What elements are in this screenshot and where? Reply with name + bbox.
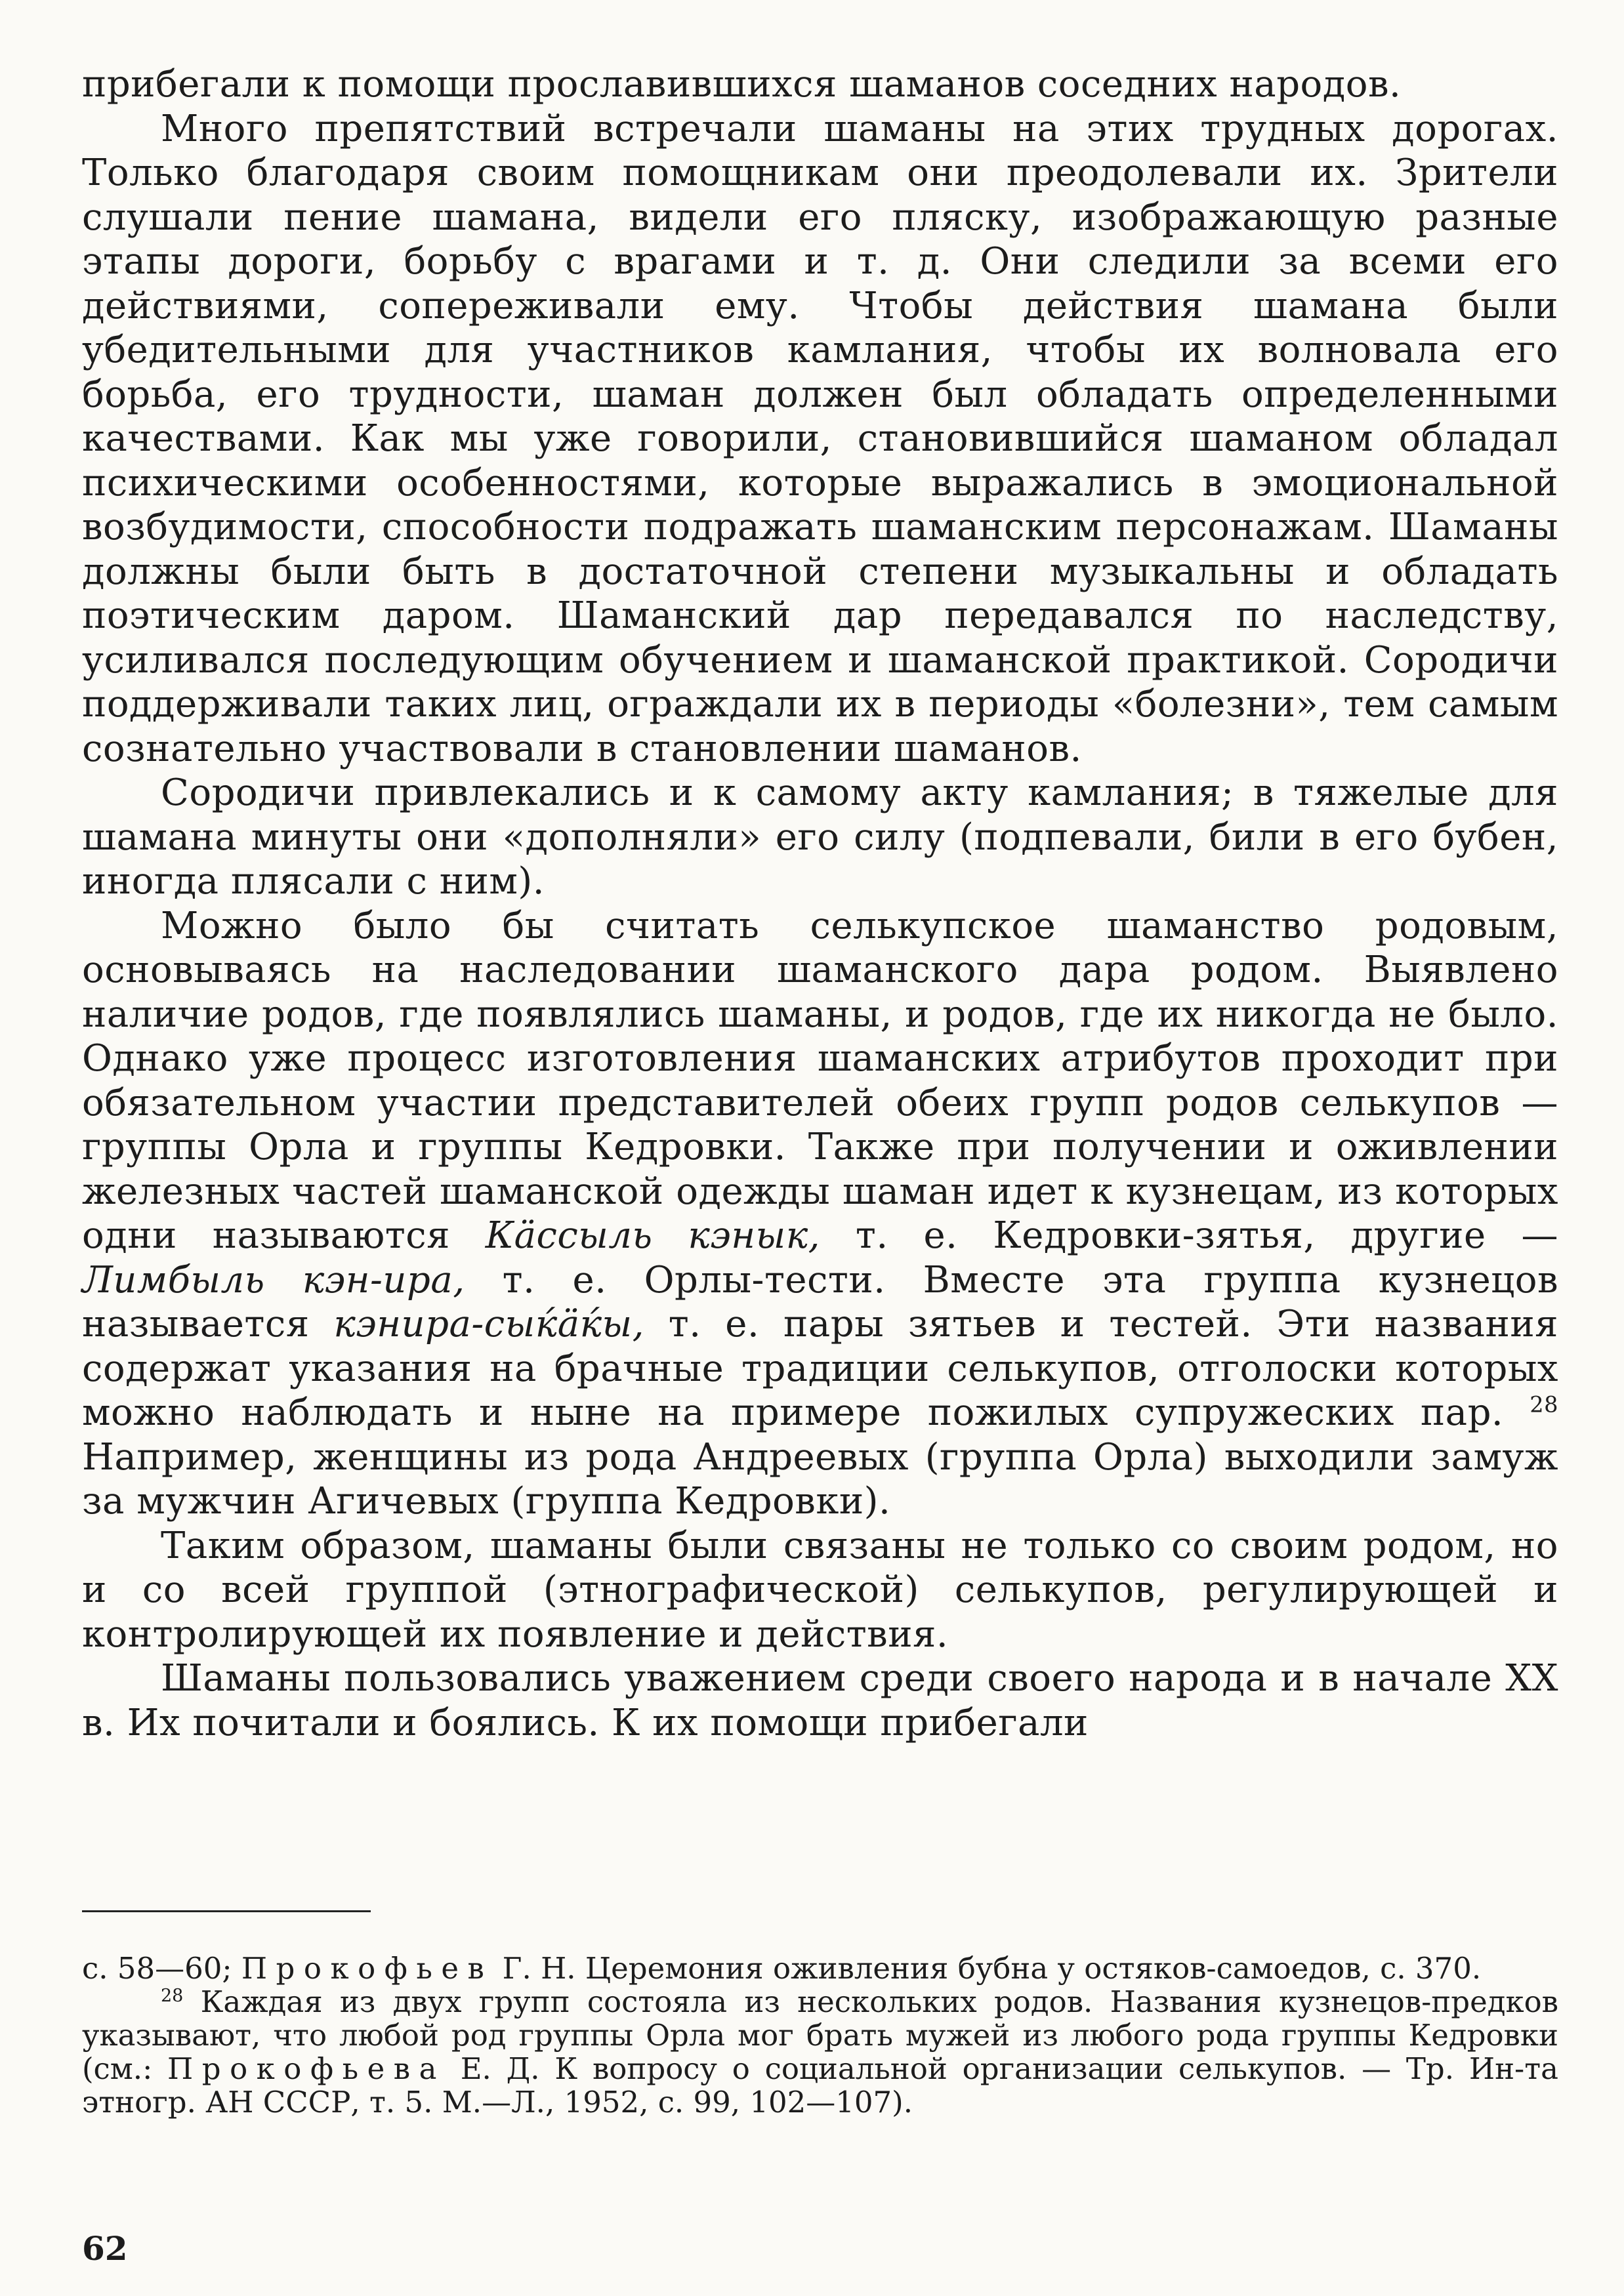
term-limbyl: Лимбыль кэн-ира,: [82, 1258, 465, 1302]
page-number: 62: [82, 2229, 128, 2268]
text-run: Можно было бы считать селькупское шаманство родовым, основываясь на наследовании шаманского дара родом. Выявлено наличие родов, где появлялись шаманы, и родов, где их никогда не было. Однако уже процесс изготовления шаманских атрибутов проходит при обязательном участии представителей обеих групп родов селькупов — группы Орла и группы Кедровки. Также при получении и оживлении железных частей шаманской одежды шаман идет к кузнецам, из которых одни называются: [82, 904, 1558, 1257]
footnotes: [82, 1952, 1558, 2119]
paragraph: Много препятствий встречали шаманы на этих трудных дорогах. Только благодаря своим помощникам они преодолевали их. Зрители слушали пение шамана, видели его пляску, изображающую разные этапы дороги, борьбу с врагами и т. д. Они следили за всеми его действиями, сопереживали ему. Чтобы действия шамана были убедительными для участников камлания, чтобы их волновала его борьба, его трудности, шаман должен был обладать определенными качествами. Как мы уже говорили, становившийся шаманом обладал психическими особенностями, которые выражались в эмоциональной возбудимости, способности подражать шаманским персонажам. Шаманы должны были быть в достаточной степени музыкальны и обладать поэтическим даром. Шаманский дар передавался по наследству, усиливался последующим обучением и шаманской практикой. Сородичи поддерживали таких лиц, ограждали их в периоды «болезни», тем самым сознательно участвовали в становлении шаманов.: [82, 107, 1558, 770]
author-name: Прокофьева: [167, 2051, 446, 2086]
text-run: Например, женщины из рода Андреевых (группа Орла) выходили замуж за мужчин Агичевых (группа Кедровки).: [82, 1435, 1558, 1523]
term-kassyl: Кäссыль кэнык,: [485, 1214, 820, 1257]
text-run: т. е. пары зятьев и тестей. Эти названия содержат указания на брачные традиции селькупов, отголоски которых можно наблюдать и ныне на примере пожилых супружеских пар.: [82, 1303, 1558, 1434]
paragraph-kinship: [82, 904, 1558, 1524]
text-run: Е. Д. К вопросу о социальной организации селькупов. — Тр. Ин-та этногр. АН СССР, т. 5. М.—Л., 1952, с. 99, 102—107).: [82, 2051, 1558, 2120]
footnote-continued: [82, 1952, 1558, 1985]
main-text: [82, 62, 1558, 1745]
text-run: Каждая из двух групп состояла из нескольких родов. Названия кузнецов-предков указывают, что любой род группы Орла мог брать мужей из любого рода группы Кедровки (см.:: [82, 1984, 1558, 2086]
footnote-divider: [82, 1910, 371, 1912]
text-run: т. е. Кедровки-зятья, другие —: [820, 1214, 1558, 1257]
text-run: т. е. Орлы-тести. Вместе эта группа кузнецов называется: [82, 1258, 1558, 1345]
text-run: с. 58—60;: [82, 1951, 241, 1986]
paragraph-continued: прибегали к помощи прославившихся шаманов соседних народов.: [82, 63, 1402, 106]
author-name: Прокофьев: [241, 1951, 493, 1986]
paragraph: Таким образом, шаманы были связаны не только со своим родом, но и со всей группой (этнографической) селькупов, регулирующей и контролирующей их появление и действия.: [82, 1524, 1558, 1656]
text-run: Г. Н. Церемония оживления бубна у остяков-самоедов, с. 370.: [493, 1951, 1482, 1986]
footnote-ref[interactable]: 28: [1530, 1391, 1558, 1418]
footnote-28: [82, 1985, 1558, 2119]
paragraph: Сородичи привлекались и к самому акту камлания; в тяжелые для шамана минуты они «дополняли» его силу (подпевали, били в его бубен, иногда плясали с ним).: [82, 771, 1558, 903]
paragraph-continues: Шаманы пользовались уважением среди своего народа и в начале XX в. Их почитали и боялись. К их помощи прибегали: [82, 1657, 1558, 1744]
term-kenira: кэнира-сыќäќы,: [333, 1303, 644, 1345]
footnote-number: 28: [161, 1986, 184, 2006]
